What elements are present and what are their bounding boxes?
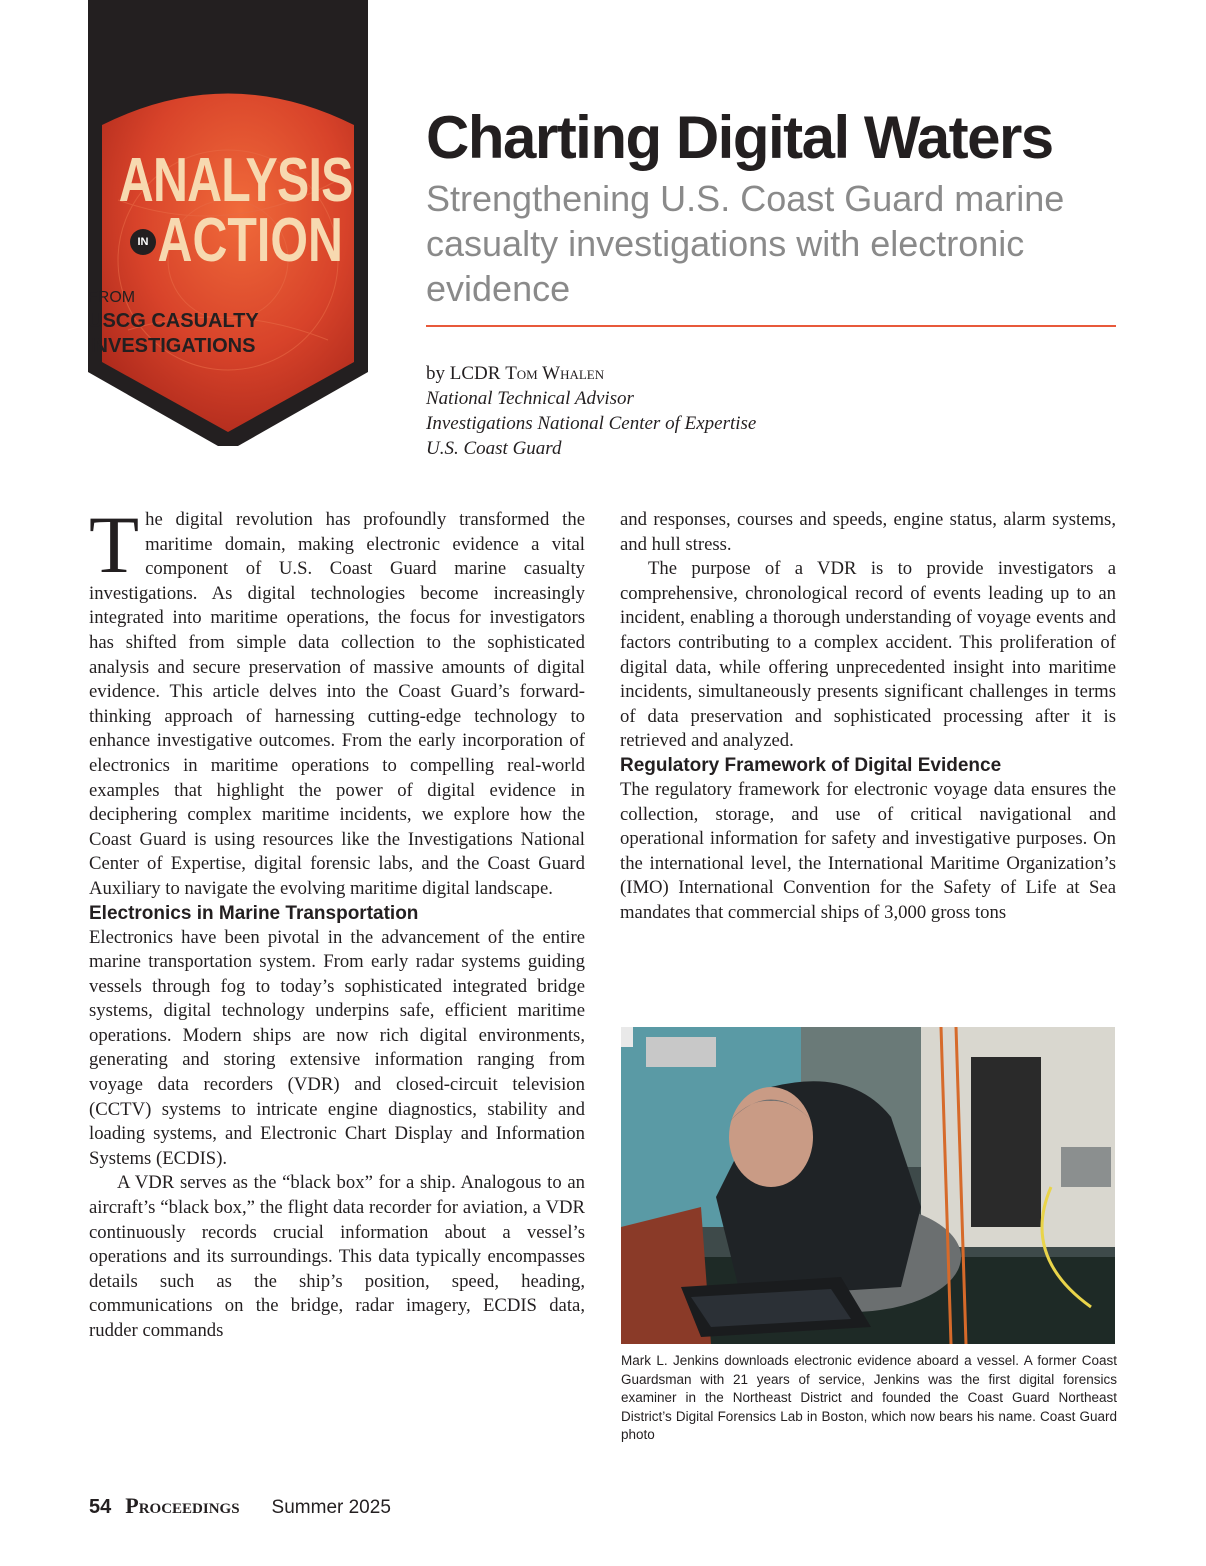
byline xyxy=(426,361,756,461)
department-badge xyxy=(88,0,368,446)
author-unit: Investigations National Center of Expertise xyxy=(426,413,757,434)
intro-text: he digital revolution has profoundly transformed the maritime domain, making electronic evidence a vital component of U.S. Coast Guard marine casualty investigations. As digital technologies become increasingly integrated into maritime operations, the focus for investigators has shifted from simple data collection to the sophisticated analysis and secure preservation of massive amounts of digital evidence. This article delves into the Coast Guard’s forward-thinking approach of harnessing cutting-edge technology to enhance investigative outcomes. From the early incorporation of electronics in maritime operations to compelling real-world examples that highlight the power of digital evidence in deciphering complex maritime incidents, we explore how the Coast Guard is using resources like the Investigations National Center of Expertise, digital forensic labs, and the Coast Guard Auxiliary to navigate the evolving maritime digital landscape. xyxy=(89,509,585,899)
publication-name: Proceedings xyxy=(125,1493,240,1518)
author-line xyxy=(426,361,756,386)
photo-illustration xyxy=(621,1027,1115,1344)
article-title: Charting Digital Waters xyxy=(426,104,1053,171)
author-name: Tom Whalen xyxy=(505,363,605,384)
section-heading-regulatory: Regulatory Framework of Digital Evidence xyxy=(620,754,1002,776)
photo-caption: Mark L. Jenkins downloads electronic evidence aboard a vessel. A former Coast Guardsman with 21 years of service, Jenkins was the first digital forensics examiner in the Northeast District and founded the Coast Guard Northeast District’s Digital Forensics Lab in Boston, which now bears his name. Coast Guard photo xyxy=(621,1353,1117,1442)
paragraph-vdr-continued: and responses, courses and speeds, engine status, alarm systems, and hull stress. xyxy=(620,509,1116,555)
issue-date: Summer 2025 xyxy=(271,1497,391,1518)
title-divider xyxy=(426,325,1116,327)
intro-paragraph xyxy=(89,499,585,902)
paragraph-vdr-purpose: The purpose of a VDR is to provide investigators a comprehensive, chronological record of events leading up to an incident, enabling a thorough understanding of voyage events and factors contributing to a complex accident. This proliferation of digital data, while offering unprecedented insight into maritime incidents, simultaneously presents significant challenges in terms of data preservation and sophisticated processing after it is retrieved and analyzed. xyxy=(620,558,1116,752)
article-subtitle: Strengthening U.S. Coast Guard marine casualty investigations with electronic evidence xyxy=(426,178,1065,309)
drop-cap: T xyxy=(89,499,140,590)
article-photo xyxy=(621,1027,1115,1344)
section-heading-electronics: Electronics in Marine Transportation xyxy=(89,902,419,924)
badge-from-text: FROM xyxy=(88,289,136,306)
page-number: 54 xyxy=(89,1496,112,1518)
badge-source-line2: INVESTIGATIONS xyxy=(88,335,256,357)
badge-source-text xyxy=(88,309,368,359)
badge-in-circle: IN xyxy=(130,229,156,255)
paragraph-vdr-intro: A VDR serves as the “black box” for a ship. Analogous to an aircraft’s “black box,” the flight data recorder for aviation, a VDR continuously records crucial information about a vessel’s operations and its surroundings. This data typically encompasses details such as the ship’s position, speed, heading, communications on the bridge, radar imagery, ECDIS data, rudder commands xyxy=(89,1172,585,1341)
badge-action-text: ACTION xyxy=(157,206,343,275)
badge-source-line1: USCG CASUALTY xyxy=(88,310,259,332)
page-footer xyxy=(89,1493,391,1519)
author-org: U.S. Coast Guard xyxy=(426,438,562,459)
author-prefix: by LCDR xyxy=(426,363,501,384)
paragraph-regulatory: The regulatory framework for electronic voyage data ensures the collection, storage, and use of critical navigational and operational information for safety and investigative purposes. On the international level, the International Maritime Organization’s (IMO) International Convention for the Safety of Life at Sea mandates that commercial ships of 3,000 gross tons xyxy=(620,778,1116,923)
body-column-right xyxy=(620,508,1116,926)
badge-analysis-text: ANALYSIS xyxy=(118,146,353,215)
paragraph-electronics: Electronics have been pivotal in the advancement of the entire marine transportation system. From early radar systems guiding vessels through fog to today’s sophisticated integrated bridge systems, digital technology underpins safe, efficient maritime operations. Modern ships are now rich digital environments, generating and storing extensive information ranging from voyage data recorders (VDR) and closed-circuit television (CCTV) systems to intricate engine diagnostics, stability and loading systems, and Electronic Chart Display and Information Systems (ECDIS). xyxy=(89,926,585,1169)
body-column-left xyxy=(89,499,585,1344)
author-role: National Technical Advisor xyxy=(426,388,634,409)
